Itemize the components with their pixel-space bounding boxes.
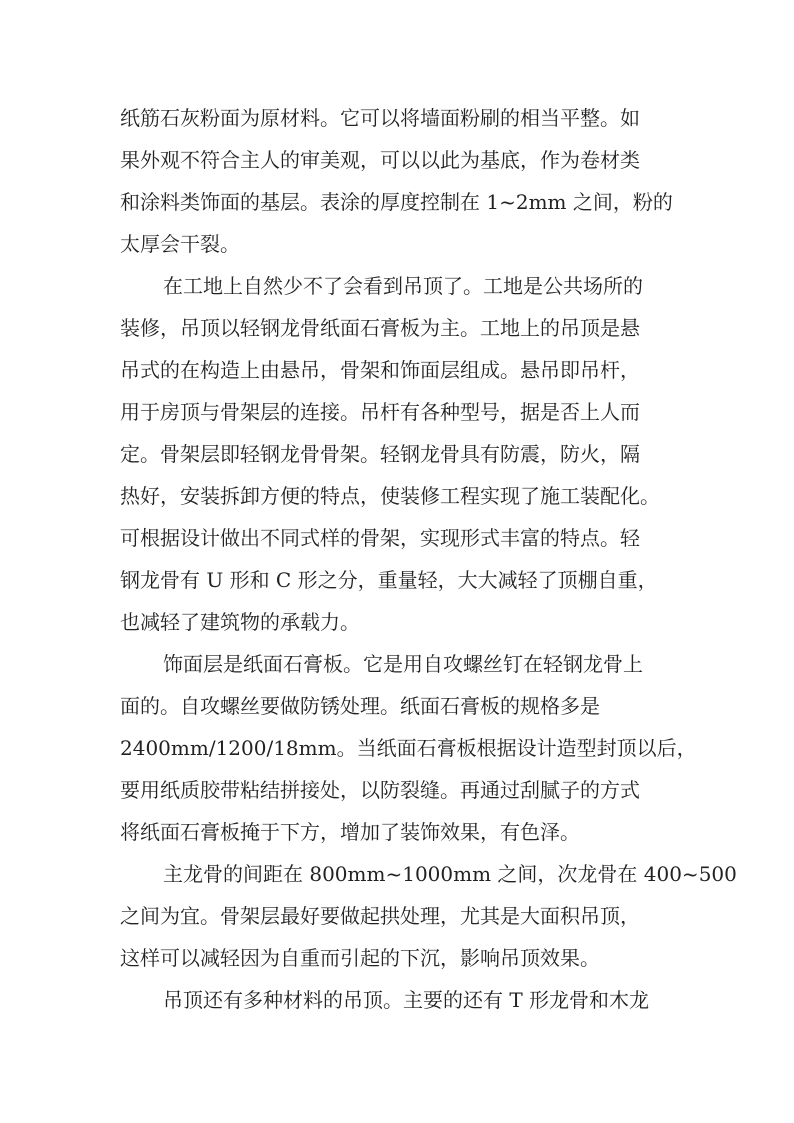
text-line: 要用纸质胶带粘结拼接处，以防裂缝。再通过刮腻子的方式 — [120, 778, 640, 802]
text-line: 2400mm/1200/18mm。当纸面石膏板根据设计造型封顶以后， — [120, 736, 697, 760]
text-line: 吊式的在构造上由悬吊，骨架和饰面层组成。悬吊即吊杆， — [120, 358, 640, 382]
text-line: 面的。自攻螺丝要做防锈处理。纸面石膏板的规格多是 — [120, 694, 600, 718]
text-line: 用于房顶与骨架层的连接。吊杆有各种型号，据是否上人而 — [120, 400, 640, 424]
text-line: 饰面层是纸面石膏板。它是用自攻螺丝钉在轻钢龙骨上 — [163, 652, 643, 676]
text-line: 之间为宜。骨架层最好要做起拱处理，尤其是大面积吊顶， — [120, 904, 640, 928]
text-line: 在工地上自然少不了会看到吊顶了。工地是公共场所的 — [163, 274, 643, 298]
text-line: 果外观不符合主人的审美观，可以以此为基底，作为卷材类 — [120, 148, 640, 172]
text-line: 纸筋石灰粉面为原材料。它可以将墙面粉刷的相当平整。如 — [120, 106, 640, 130]
text-line: 将纸面石膏板掩于下方，增加了装饰效果，有色泽。 — [120, 820, 580, 844]
text-line: 热好，安装拆卸方便的特点，使装修工程实现了施工装配化。 — [120, 484, 660, 508]
text-line: 定。骨架层即轻钢龙骨骨架。轻钢龙骨具有防震，防火，隔 — [120, 442, 640, 466]
text-line: 太厚会干裂。 — [120, 232, 240, 256]
text-line: 吊顶还有多种材料的吊顶。主要的还有 T 形龙骨和木龙 — [163, 988, 650, 1012]
text-line: 主龙骨的间距在 800mm~1000mm 之间，次龙骨在 400~500 — [163, 862, 737, 886]
text-line: 和涂料类饰面的基层。表涂的厚度控制在 1~2mm 之间，粉的 — [120, 190, 673, 214]
text-line: 可根据设计做出不同式样的骨架，实现形式丰富的特点。轻 — [120, 526, 640, 550]
text-line: 装修，吊顶以轻钢龙骨纸面石膏板为主。工地上的吊顶是悬 — [120, 316, 640, 340]
text-line: 这样可以减轻因为自重而引起的下沉，影响吊顶效果。 — [120, 946, 600, 970]
text-line: 也减轻了建筑物的承载力。 — [120, 610, 360, 634]
text-line: 钢龙骨有 U 形和 C 形之分，重量轻，大大减轻了顶棚自重， — [120, 568, 658, 592]
